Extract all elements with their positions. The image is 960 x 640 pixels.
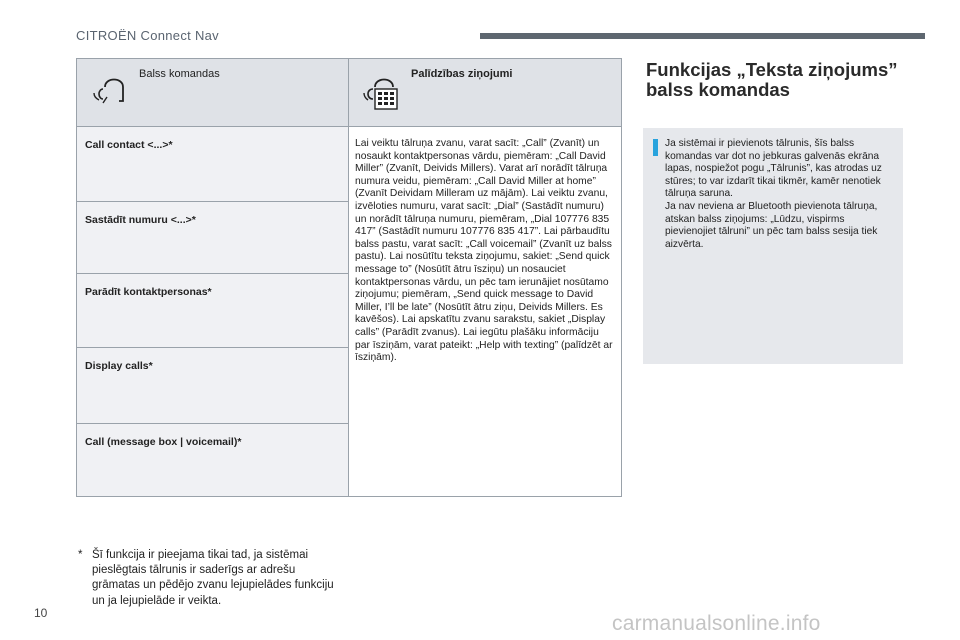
command-cell bbox=[77, 202, 349, 274]
voice-help-keypad-icon bbox=[361, 69, 399, 109]
command-cell bbox=[77, 127, 349, 202]
section-title: Funkcijas „Teksta ziņojums” balss komandas bbox=[646, 59, 898, 100]
command-cell bbox=[77, 348, 349, 424]
command-cell bbox=[77, 424, 349, 497]
info-paragraph-2: Ja nav neviena ar Bluetooth pievienota tālruņa, atskan balss ziņojums: „Lūdzu, vispirms pievienojiet tālruni” un pēc tam balss sesija tiek aizvērta. bbox=[665, 200, 878, 250]
col-header-voice-commands bbox=[77, 59, 349, 127]
command-cell bbox=[77, 274, 349, 348]
page-header-title: CITROËN Connect Nav bbox=[76, 28, 219, 43]
help-text-cell bbox=[349, 127, 622, 497]
header-bar bbox=[480, 33, 925, 39]
command-text: Sastādīt numuru <...>* bbox=[85, 214, 196, 226]
col-header-help-messages bbox=[349, 59, 622, 127]
command-text: Display calls* bbox=[85, 360, 153, 372]
command-text: Parādīt kontaktpersonas* bbox=[85, 286, 212, 298]
footnote bbox=[78, 548, 338, 609]
page-number: 10 bbox=[34, 606, 48, 620]
watermark: carmanualsonline.info bbox=[612, 612, 821, 635]
info-paragraph-1: Ja sistēmai ir pievienots tālrunis, šīs balss komandas var dot no jebkuras galvenās ekrāna lapas, nospiežot pogu „Tālrunis”, kas atrodas uz stūres; to var izdarīt tikai tikmēr, kamēr nenotiek tālruņa saruna. bbox=[665, 138, 882, 200]
footnote-text: Šī funkcija ir pieejama tikai tad, ja sistēmai pieslēgtais tālrunis ir saderīgs ar adrešu grāmatas un pēdējo zvanu lejupielādes funkciju un ja lejupielāde ir veikta. bbox=[92, 549, 334, 607]
command-text: Call contact <...>* bbox=[85, 139, 173, 151]
footnote-star: * bbox=[78, 549, 83, 561]
voice-commands-table bbox=[76, 58, 622, 497]
voice-command-icon bbox=[89, 69, 127, 109]
info-box bbox=[643, 128, 903, 364]
col-header-label: Palīdzības ziņojumi bbox=[411, 68, 513, 80]
command-text: Call (message box | voicemail)* bbox=[85, 436, 242, 448]
col-header-label: Balss komandas bbox=[139, 68, 220, 80]
info-icon bbox=[653, 139, 658, 156]
info-text bbox=[665, 138, 893, 251]
help-text: Lai veiktu tālruņa zvanu, varat sacīt: „Call” (Zvanīt) un nosaukt kontaktpersonas vārdu, piemēram: „Call David Miller” (Zvanīt, Deivids Millers). Varat arī norādīt tālruņa numura veidu, piemēram: „Call David Miller at home” (Zvanīt Deividam Milleram uz mājām). Lai veiktu zvanu, izvēloties numuru, varat sacīt: „Dial” (Sastādīt numuru) un norādīt tālruņa numuru, piemēram, „Dial 107776 835 417” (Sastādīt numuru 107776 835 417”. Lai pārbaudītu balss pastu, varat sacīt: „Call voicemail” (Zvanīt uz balss pastu). Lai nosūtītu teksta ziņojumu, sakiet: „Send quick message to” (Nosūtīt ātru īsziņu) un nosauciet kontaktpersonas vārdu, un pēc tam ierunājiet nosūtamo ziņojumu; piemēram, „Send quick message to David Miller, I’ll be late” (Nosūtīt ātru ziņu, Deivids Millers. Es kavēšos). Lai apskatītu zvanu sarakstu, sakiet „Display calls” (Parādīt zvanus). Lai iegūtu plašāku informāciju par īsziņām, varat pateikt: „Help with texting” (palīdzēt ar īsziņām). bbox=[355, 138, 613, 364]
